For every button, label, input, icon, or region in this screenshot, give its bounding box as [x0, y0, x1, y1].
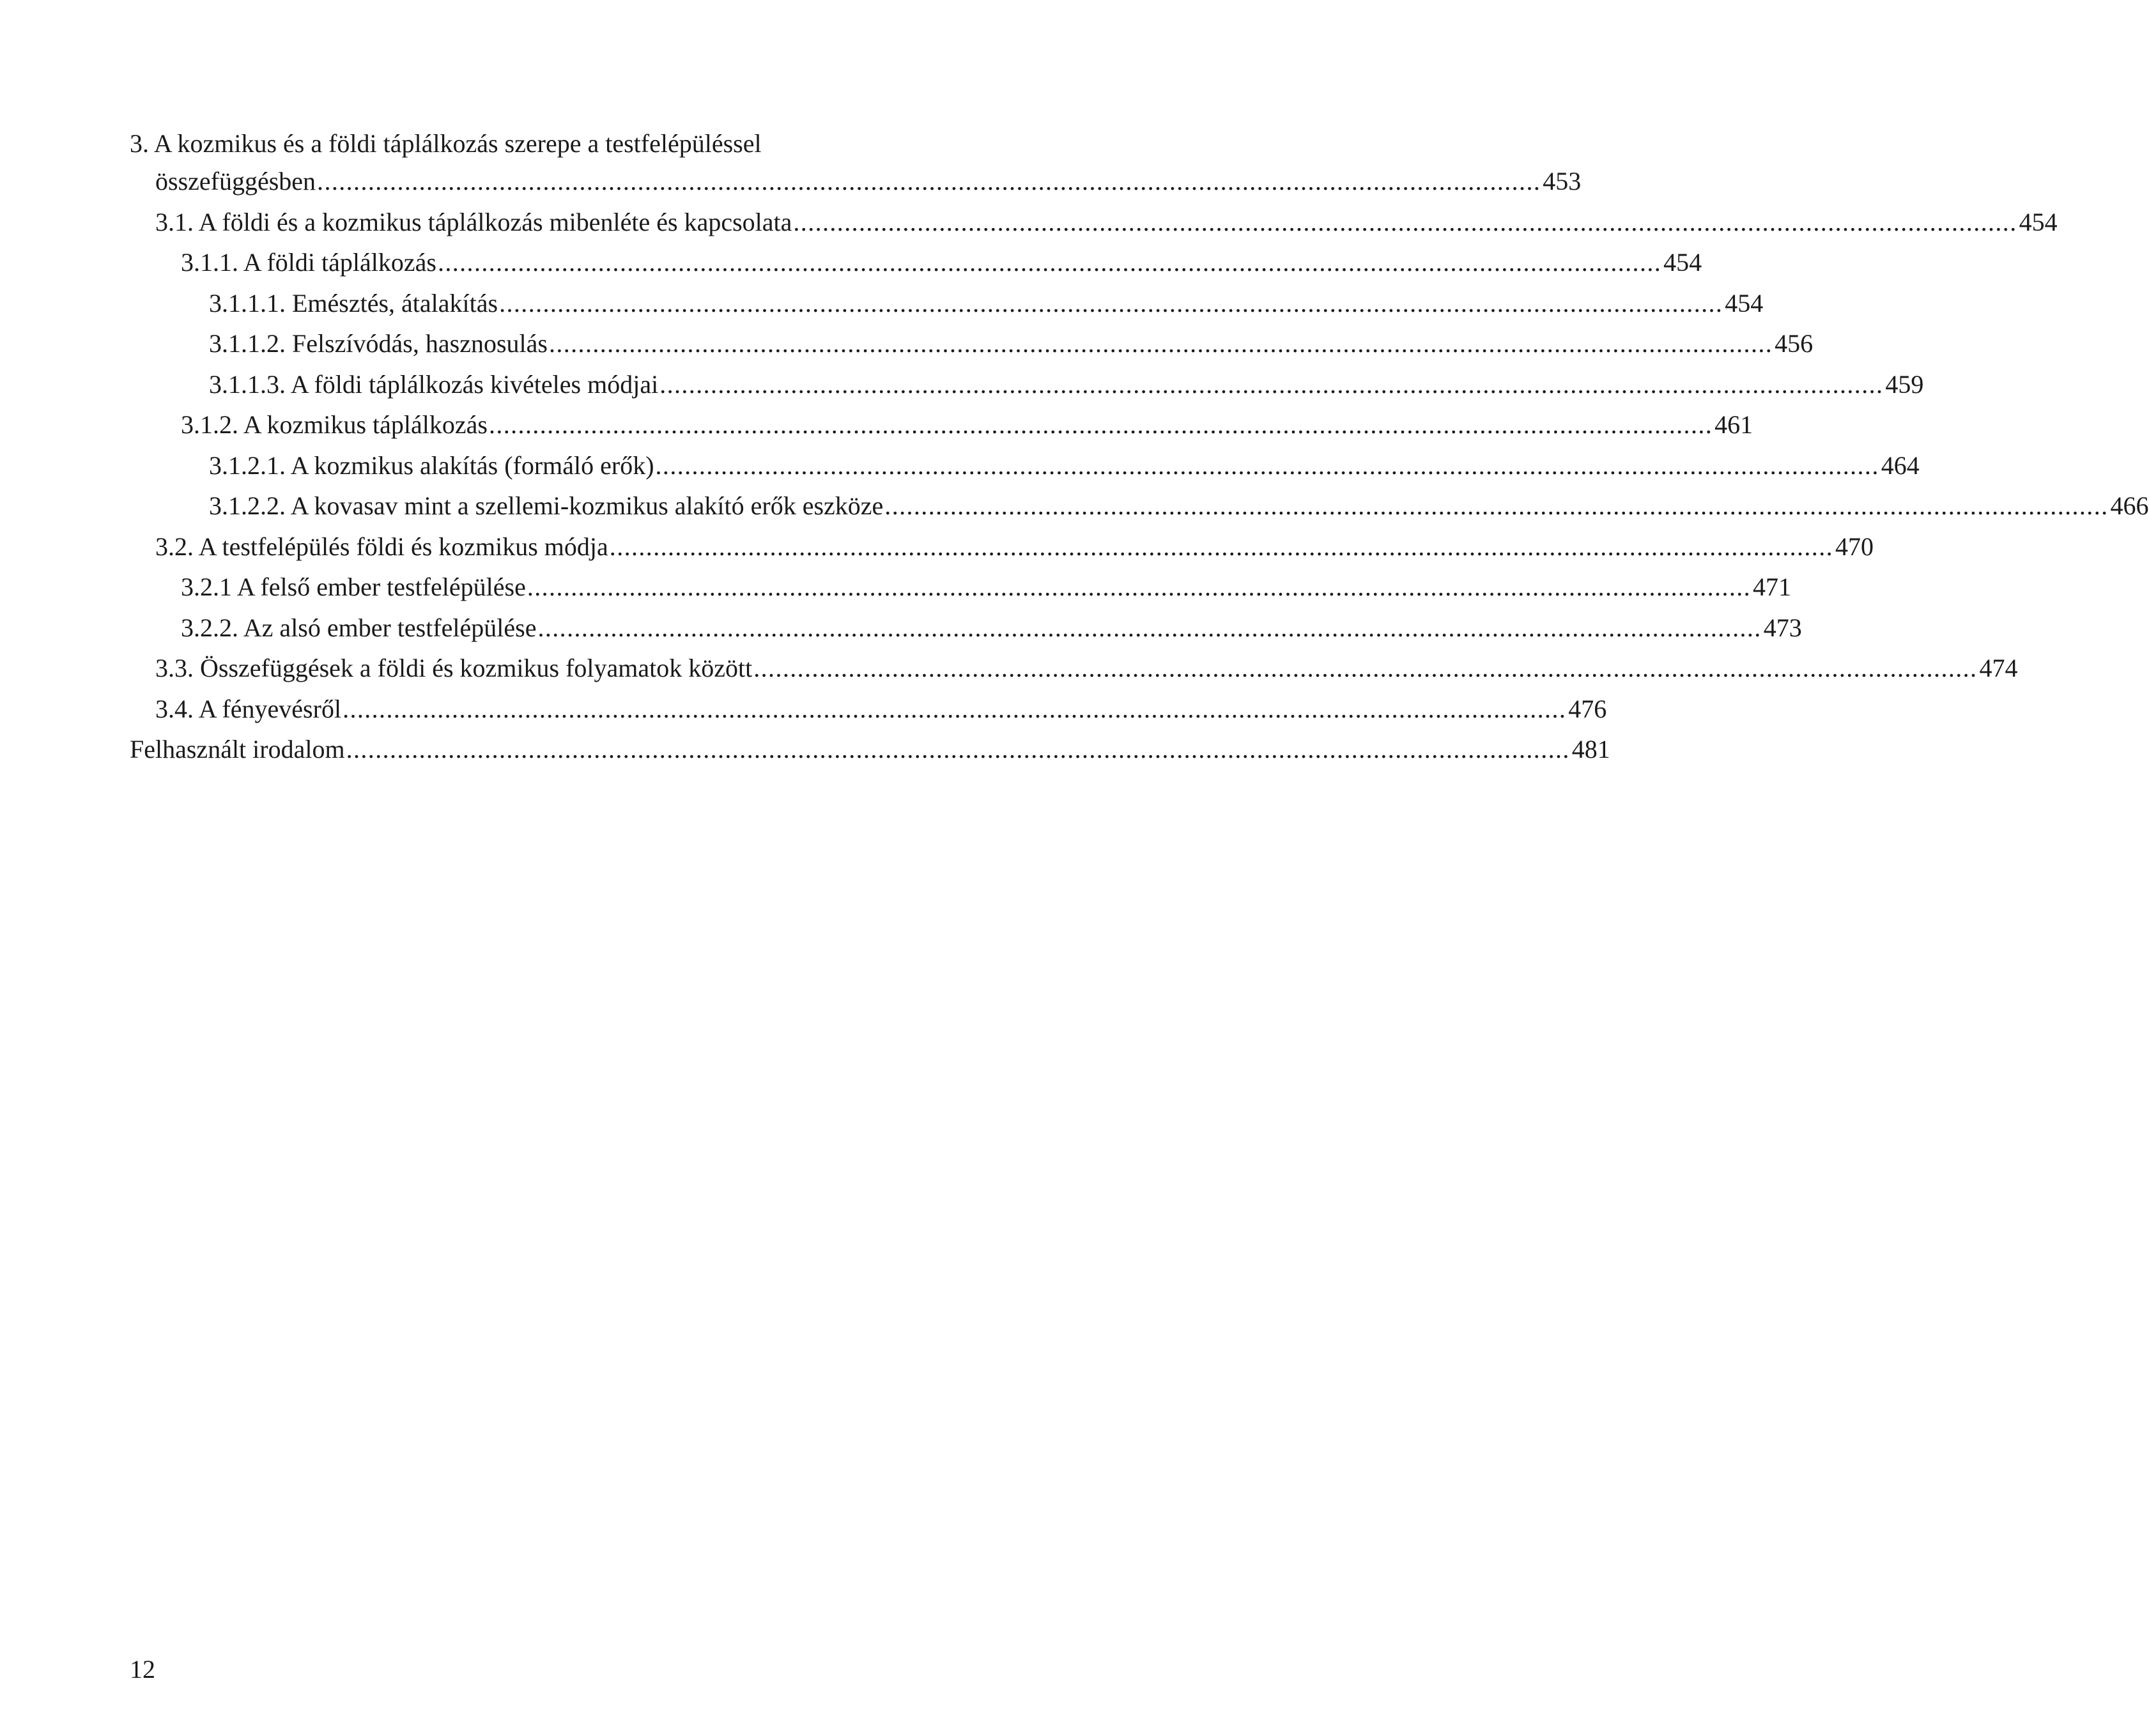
toc-leader-dots: ........................................................................................................................................................................ [537, 613, 1762, 642]
toc-entry-title: 3.1.1.3. A földi táplálkozás kivételes módjai [209, 364, 659, 405]
toc-entry-page: 454 [1661, 242, 1702, 283]
toc-entry [130, 486, 2149, 526]
toc-entry [130, 202, 2058, 243]
toc-entry-page: 461 [1713, 404, 1753, 445]
toc-entry-page: 473 [1762, 608, 1802, 649]
toc-entry-title: 3.1. A földi és a kozmikus táplálkozás mibenléte és kapcsolata [155, 202, 793, 243]
toc-entry-page: 464 [1879, 445, 1920, 486]
toc-entry-title: 3.2. A testfelépülés földi és kozmikus módja [155, 526, 610, 567]
toc-entry-page: 456 [1773, 323, 1813, 364]
toc-leader-dots: ........................................................................................................................................................................ [437, 248, 1662, 277]
toc-entry-page: 481 [1570, 729, 1610, 770]
toc-entry-title: 3.2.2. Az alsó ember testfelépülése [181, 608, 537, 649]
toc-entry [130, 689, 1607, 730]
toc-entry [130, 283, 1764, 324]
toc-leader-dots: ........................................................................................................................................................................ [609, 532, 1833, 561]
toc-entry [130, 729, 1610, 770]
toc-leader-dots: ........................................................................................................................................................................ [753, 654, 1978, 682]
toc-entry-page: 471 [1751, 567, 1791, 608]
toc-entry-title: 3.1.1. A földi táplálkozás [181, 242, 438, 283]
toc-leader-dots: ........................................................................................................................................................................ [527, 572, 1752, 601]
toc-leader-dots: ........................................................................................................................................................................ [793, 207, 2017, 236]
toc-entry-page: 476 [1566, 689, 1606, 730]
toc-entry-title: Felhasznált irodalom [130, 729, 346, 770]
toc-entry [130, 445, 1920, 486]
toc-entry-page: 459 [1883, 364, 1923, 405]
toc-entry-title: összefüggésben [155, 161, 317, 202]
toc-entry [130, 242, 1702, 283]
toc-entry [130, 526, 1874, 567]
toc-entry-title: 3.1.2.1. A kozmikus alakítás (formáló erők) [209, 445, 656, 486]
toc-entry [130, 364, 1924, 405]
toc-leader-dots: ........................................................................................................................................................................ [655, 450, 1879, 480]
toc-entry [130, 323, 1814, 364]
toc-entry-page: 474 [1977, 648, 2017, 689]
toc-entry [130, 567, 1792, 608]
toc-entry [130, 648, 2018, 689]
toc-leader-dots: ........................................................................................................................................................................ [317, 167, 1541, 196]
table-of-contents [130, 127, 2149, 770]
toc-leader-dots: ........................................................................................................................................................................ [499, 288, 1723, 318]
toc-entry-page: 470 [1833, 526, 1874, 567]
toc-entry-title: 3.2.1 A felső ember testfelépülése [181, 567, 527, 608]
toc-leader-dots: ........................................................................................................................................................................ [488, 410, 1713, 439]
toc-entry-title: 3.1.2. A kozmikus táplálkozás [181, 404, 489, 445]
toc-entry-title: 3.1.1.1. Emésztés, átalakítás [209, 283, 499, 324]
toc-leader-dots: ........................................................................................................................................................................ [659, 369, 1884, 399]
toc-entry-title: 3. A kozmikus és a földi táplálkozás szerepe a testfelépüléssel [130, 127, 763, 161]
toc-entry [130, 404, 1753, 445]
toc-entry-title: 3.4. A fényevésről [155, 689, 343, 730]
toc-entry [130, 608, 1802, 649]
toc-entry-title: 3.1.2.2. A kovasav mint a szellemi-kozmikus alakító erők eszköze [209, 486, 884, 526]
toc-leader-dots: ........................................................................................................................................................................ [343, 694, 1567, 723]
toc-entry-page: 453 [1541, 161, 1581, 202]
toc-entry-page: 466 [2109, 486, 2149, 526]
toc-entry [130, 161, 1582, 202]
toc-entry-title: 3.3. Összefüggések a földi és kozmikus folyamatok között [155, 648, 753, 689]
toc-entry-page: 454 [2017, 202, 2058, 243]
toc-leader-dots: ........................................................................................................................................................................ [884, 491, 2109, 520]
toc-leader-dots: ........................................................................................................................................................................ [548, 329, 1773, 358]
page-number: 12 [130, 1655, 155, 1684]
toc-entry-title: 3.1.1.2. Felszívódás, hasznosulás [209, 323, 549, 364]
toc-entry-heading-line [130, 127, 1080, 161]
toc-leader-dots: ........................................................................................................................................................................ [346, 735, 1570, 764]
toc-entry-page: 454 [1723, 283, 1763, 324]
